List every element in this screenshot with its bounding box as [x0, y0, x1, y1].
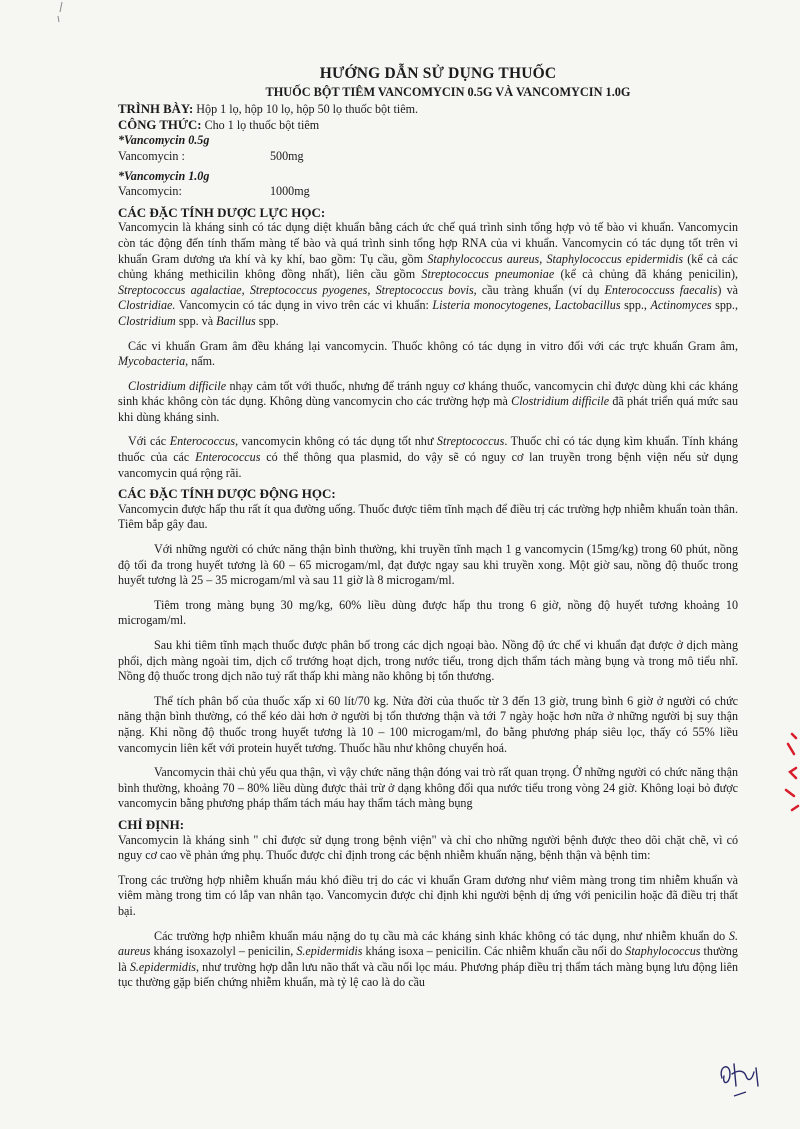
- cong-thuc-text: Cho 1 lọ thuốc bột tiêm: [201, 117, 320, 132]
- duoc-dong-paragraph-2: Với những người có chức năng thận bình thường, khi truyền tĩnh mạch 1 g vancomycin (15mg/kg) trong 60 phút, nồng độ tối đa trong huyết tương là 60 – 65 microgam/ml, đạt được ngay sau khi truyền xong. Một giờ sau, nồng độ thuốc trong huyết tương là 25 – 35 microgam/ml và sau 11 giờ là 8 microgam/ml.: [118, 542, 738, 588]
- formula-1-name: Vancomycin :: [118, 148, 185, 163]
- formula-1-row: [118, 149, 738, 165]
- duoc-dong-paragraph-1: Vancomycin được hấp thu rất ít qua đường uống. Thuốc được tiêm tĩnh mạch để điều trị các trường hợp nhiễm khuẩn toàn thân. Tiêm bắp gây đau.: [118, 501, 738, 532]
- formula-2-row: [118, 184, 738, 200]
- duoc-luc-paragraph-4: Với các Enterococcus, vancomycin không có tác dụng tốt như Streptococcus. Thuốc chỉ có tác dụng kìm khuẩn. Tính kháng thuốc của các Enterococcus có thể thông qua plasmid, do vậy sẽ có nguy cơ lan truyền trong bệnh viện nếu sử dụng vancomycin quá rộng rãi.: [118, 434, 738, 480]
- duoc-dong-paragraph-5: Thể tích phân bố của thuốc xấp xỉ 60 lít/70 kg. Nửa đời của thuốc từ 3 đến 13 giờ, trung bình 6 giờ ở người có chức năng thận bình thường, có thể kéo dài hơn ở người bị tổn thương thận và tới 7 ngày hoặc hơn nữa ở những người bị suy thận nặng. Khi nồng độ thuốc trong huyết tương là 10 – 100 microgam/ml, đo bằng phương pháp siêu lọc, thấy có 55% liều vancomycin liên kết với protein huyết tương. Thuốc hầu như không chuyển hoá.: [118, 693, 738, 755]
- duoc-dong-paragraph-3: Tiêm trong màng bụng 30 mg/kg, 60% liều dùng được hấp thu trong 6 giờ, nồng độ huyết tương khoảng 10 microgam/ml.: [118, 597, 738, 628]
- duoc-luc-paragraph-1: Vancomycin là kháng sinh có tác dụng diệt khuẩn bằng cách ức chế quá trình sinh tổng hợp vỏ tế bào vi khuẩn. Vancomycin còn tác động đến tính thấm màng tế bào và quá trình sinh tổng hợp RNA của vi khuẩn. Vancomycin có tác dụng tốt trên vi khuẩn Gram dương ưa khí và ky khí, bao gồm: Tụ cầu, gồm Staphylococcus aureus, Staphylococcus epidermidis (kể cả các chủng kháng methicilin không đồng nhất), liên cầu gồm Streptococcus pneumoniae (kể cả chủng đã kháng penicilin), Streptococcus agalactiae, Streptococcus pyogenes, Streptococcus bovis, cầu tràng khuẩn (ví dụ Enterococcuss faecalis) và Clostridiae. Vancomycin có tác dụng in vivo trên các vi khuẩn: Listeria monocytogenes, Lactobacillus spp., Actinomyces spp., Clostridium spp. và Bacillus spp.: [118, 220, 739, 328]
- heading-chi-dinh: CHỈ ĐỊNH:: [118, 816, 185, 832]
- formula-2-value: 1000mg: [270, 184, 310, 199]
- chi-dinh-paragraph-3: Các trường hợp nhiễm khuẩn máu nặng do tụ cầu mà các kháng sinh khác không có tác dụng, như nhiễm khuẩn do S. aureus kháng isoxazolyl – penicilin, S.epidermidis kháng isoxa – penicilin. Các nhiễm khuẩn cầu nối do Staphylococcus thường là S.epidermidis, như trường hợp dẫn lưu não thất và cầu nối lọc máu. Phương pháp điều trị thẩm tách màng bụng lưu động liên tục thường gặp biến chứng nhiễm khuẩn, mà tỷ lệ cao là do cầu: [118, 928, 738, 990]
- formula-2-name: Vancomycin:: [118, 184, 182, 199]
- formula-2-title: *Vancomycin 1.0g: [118, 168, 210, 183]
- document-content: [118, 66, 738, 991]
- chi-dinh-paragraph-1: Vancomycin là kháng sinh " chỉ được sử dụng trong bệnh viện" và chỉ cho những người bệnh được theo dõi chặt chẽ, vì có nguy cơ cao về phản ứng phụ. Thuốc được chỉ định trong các bệnh nhiễm khuẩn nặng, bệnh thận và bệnh tim:: [118, 832, 738, 863]
- duoc-luc-paragraph-3: Clostridium difficile nhạy cảm tốt với thuốc, nhưng để tránh nguy cơ kháng thuốc, vancomycin chỉ được dùng khi các kháng sinh khác không còn tác dụng. Không dùng vancomycin cho các trường hợp mà Clostridium difficile đã phát triển quá mức sau khi dùng kháng sinh.: [118, 378, 738, 424]
- document-title: HƯỚNG DẪN SỬ DỤNG THUỐC: [319, 65, 557, 82]
- heading-duoc-luc-hoc: CÁC ĐẶC TÍNH DƯỢC LỰC HỌC:: [118, 204, 326, 220]
- handwritten-signature: [716, 1056, 776, 1100]
- formula-1-value: 500mg: [270, 148, 304, 163]
- formula-1-title: *Vancomycin 0.5g: [118, 133, 210, 148]
- trinh-bay-line: [118, 102, 738, 118]
- document-subtitle: THUỐC BỘT TIÊM VANCOMYCIN 0.5G VÀ VANCOMYCIN 1.0G: [265, 84, 631, 99]
- cong-thuc-label: CÔNG THỨC:: [118, 117, 202, 132]
- trinh-bay-label: TRÌNH BÀY:: [118, 102, 194, 117]
- cong-thuc-line: [118, 118, 738, 134]
- duoc-dong-paragraph-4: Sau khi tiêm tĩnh mạch thuốc được phân bố trong các dịch ngoại bào. Nồng độ ức chế vi khuẩn đạt được ở dịch màng phổi, dịch màng ngoài tim, dịch cổ trướng hoạt dịch, trong nước tiểu, trong dịch thẩm tách màng bụng và trong mô tiểu nhĩ. Nồng độ thuốc trong dịch não tuỷ rất thấp khi màng não không bị tổn thương.: [118, 638, 738, 684]
- duoc-dong-paragraph-6: Vancomycin thải chủ yếu qua thận, vì vậy chức năng thận đóng vai trò rất quan trọng. Ở những người có chức năng thận bình thường, khoảng 70 – 80% liều dùng được thải trừ ở dạng không đổi qua nước tiểu trong vòng 24 giờ. Không loại bỏ được vancomycin bằng phương pháp thẩm tách máu hay thẩm tách màng bụng: [118, 765, 738, 811]
- heading-duoc-dong-hoc: CÁC ĐẶC TÍNH DƯỢC ĐỘNG HỌC:: [118, 486, 336, 502]
- trinh-bay-text: Hộp 1 lọ, hộp 10 lọ, hộp 50 lọ thuốc bột tiêm.: [193, 102, 418, 117]
- chi-dinh-paragraph-2: Trong các trường hợp nhiễm khuẩn máu khó điều trị do các vi khuẩn Gram dương như viêm màng trong tim nhiễm khuẩn và viêm màng trong tim có lắp van nhân tạo. Vancomycin được chỉ định khi người bệnh dị ứng với penicilin hoặc đã điều trị thất bại.: [118, 872, 738, 918]
- duoc-luc-paragraph-2: Các vi khuẩn Gram âm đều kháng lại vancomycin. Thuốc không có tác dụng in vitro đối với các trực khuẩn Gram âm, Mycobacteria, nấm.: [118, 338, 738, 369]
- pen-mark-top: [54, 0, 70, 26]
- red-stamp-edge: [774, 728, 800, 828]
